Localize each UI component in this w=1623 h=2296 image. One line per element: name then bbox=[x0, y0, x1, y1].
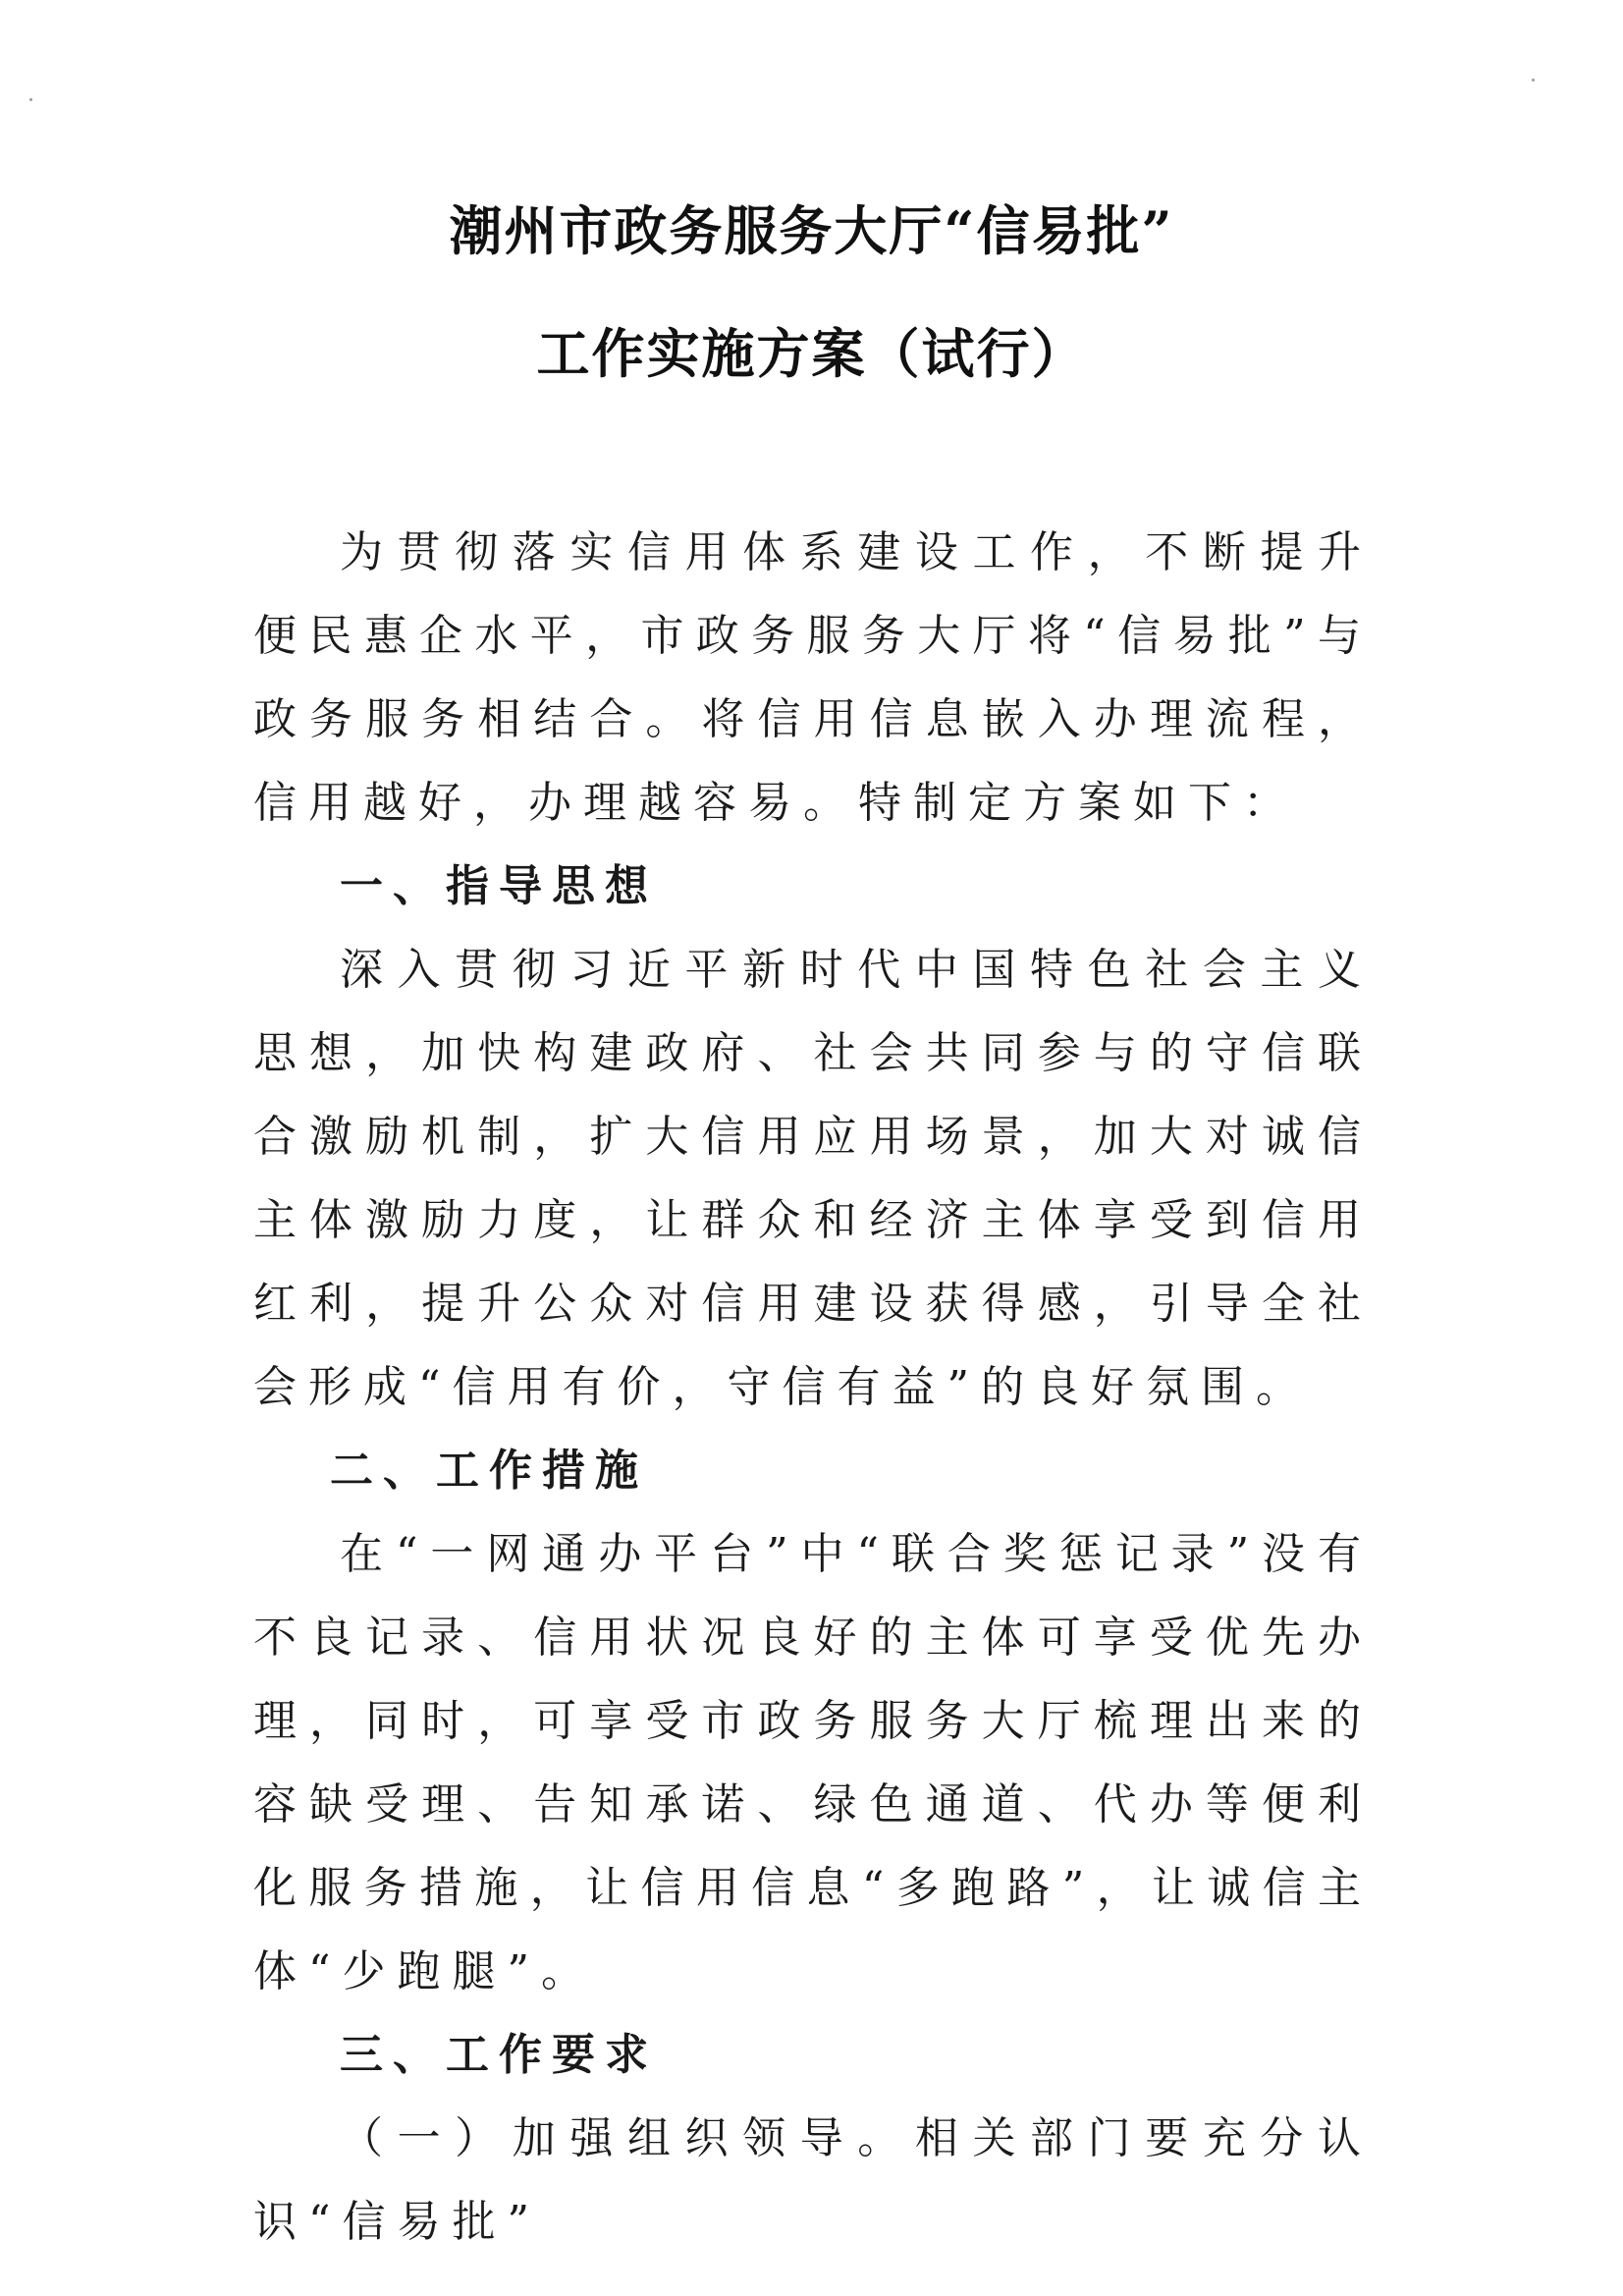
scan-speck bbox=[1532, 79, 1535, 82]
section3-heading: 三、工作要求 bbox=[340, 2030, 658, 2080]
document-title-line2: 工作实施方案（试行） bbox=[536, 322, 1087, 385]
section1-heading: 一、指导思想 bbox=[340, 861, 658, 911]
intro-paragraph: 为贯彻落实信用体系建设工作，不断提升便民惠企水平，市政务服务大厅将“信易批”与政务服务相结合。将信用信息嵌入办理流程，信用越好，办理越容易。特制定方案如下： bbox=[253, 527, 1373, 828]
section3-item1-paragraph: （一）加强组织领导。相关部门要充分认识“信易批” bbox=[253, 2113, 1373, 2247]
document-body bbox=[253, 511, 1373, 2264]
section2-paragraph: 在“一网通办平台”中“联合奖惩记录”没有不良记录、信用状况良好的主体可享受优先办理，同时，可享受市政务服务大厅梳理出来的容缺受理、告知承诺、绿色通道、代办等便利化服务措施，让信用信息“多跑路”，让诚信主体“少跑腿”。 bbox=[253, 1529, 1373, 1996]
section1-paragraph: 深入贯彻习近平新时代中国特色社会主义思想，加快构建政府、社会共同参与的守信联合激励机制，扩大信用应用场景，加大对诚信主体激励力度，让群众和经济主体享受到信用红利，提升公众对信用建设获得感，引导全社会形成“信用有价，守信有益”的良好氛围。 bbox=[253, 945, 1373, 1412]
document-title-line1: 潮州市政务服务大厅“信易批” bbox=[449, 199, 1174, 262]
scan-speck bbox=[29, 98, 32, 101]
section2-heading: 二、工作措施 bbox=[330, 1446, 648, 1496]
